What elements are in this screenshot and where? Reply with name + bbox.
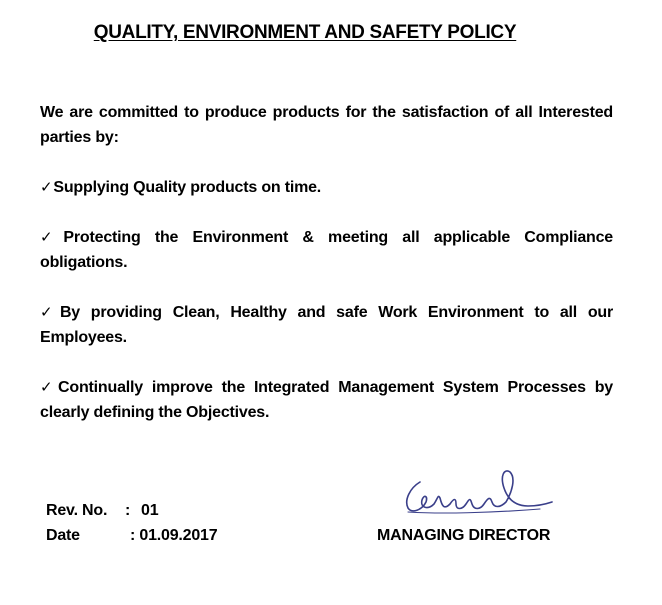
revision-number: 01 [141, 502, 159, 519]
checkmark-icon: ✓ [40, 303, 59, 321]
policy-item [40, 225, 613, 275]
signature-stroke [407, 471, 552, 511]
policy-item [40, 300, 613, 350]
policy-item-text: By providing Clean, Healthy and safe Work Environment to all our Employees. [40, 304, 613, 346]
checkmark-icon: ✓ [40, 178, 53, 196]
policy-item [40, 375, 613, 425]
revision-colon: : [125, 502, 131, 519]
policy-item-text: Supplying Quality products on time. [53, 179, 322, 196]
page-title: QUALITY, ENVIRONMENT AND SAFETY POLICY [93, 22, 517, 43]
policy-item [40, 175, 613, 200]
checkmark-icon: ✓ [40, 378, 58, 396]
date-value: : 01.09.2017 [130, 527, 218, 544]
policy-item-text: Continually improve the Integrated Management System Processes by clearly defining the Objectives. [40, 379, 613, 421]
signature-flourish [408, 509, 540, 513]
date-label: Date [46, 527, 80, 544]
policy-item-text: Protecting the Environment & meeting all applicable Compliance obligations. [40, 229, 613, 271]
signatory-title: MANAGING DIRECTOR [377, 527, 551, 544]
checkmark-icon: ✓ [40, 228, 63, 246]
policy-intro: We are committed to produce products for the satisfaction of all Interested parties by: [40, 104, 613, 146]
revision-label: Rev. No. [46, 502, 108, 519]
signature [400, 460, 560, 520]
